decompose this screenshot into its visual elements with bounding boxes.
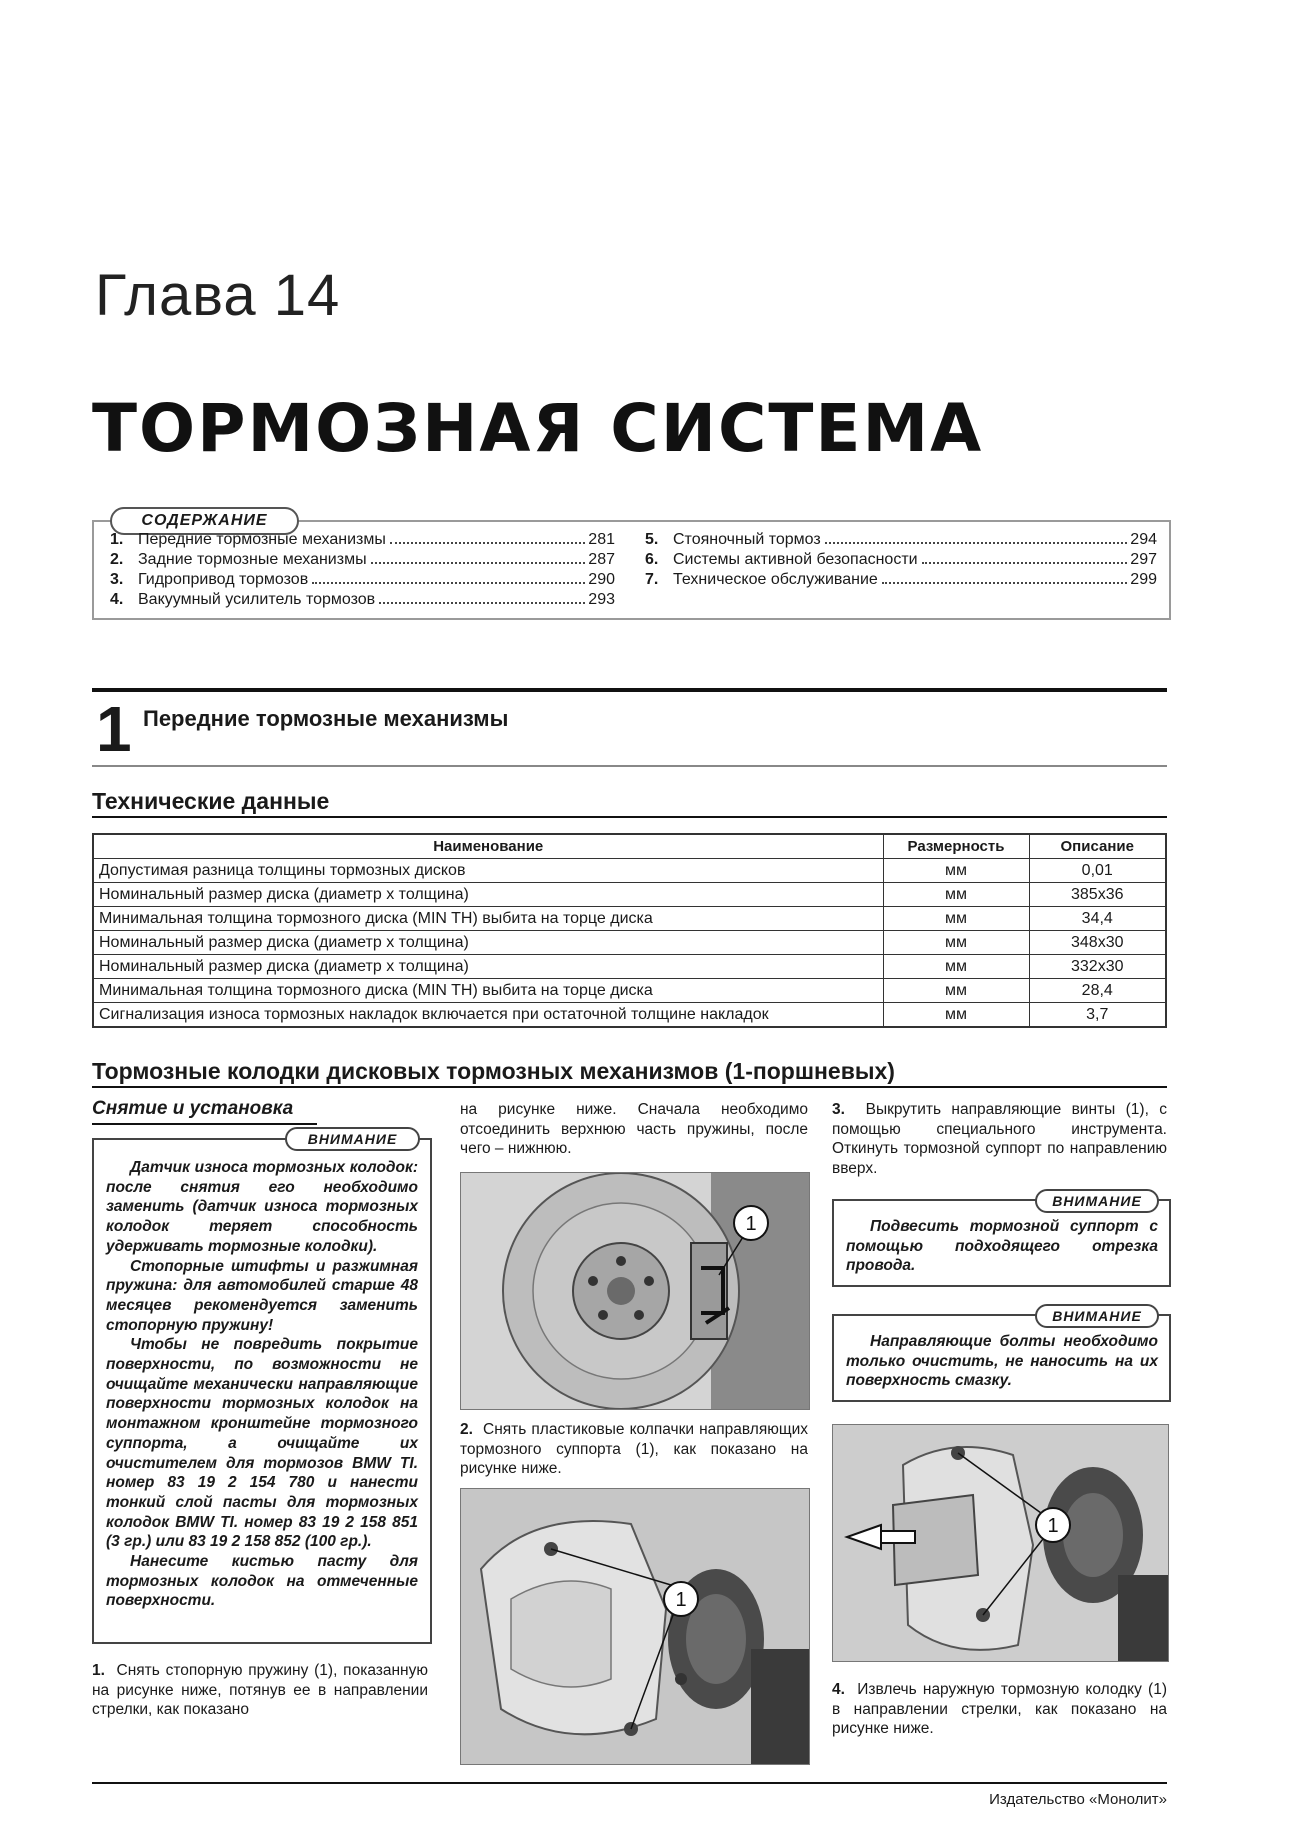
warning-paragraph: Датчик износа тормозных колодок: после снятия его необходимо заменить (датчик износа тормозных колодок теряет способность удерживать тормозные колодки).: [106, 1159, 418, 1255]
figure-caliper-caps: [460, 1488, 810, 1765]
table-row: [93, 955, 1166, 979]
page-title: ТОРМОЗНАЯ СИСТЕМА: [92, 390, 984, 467]
toc-leader: [922, 562, 1128, 564]
column-header: Описание: [1029, 834, 1166, 859]
table-row: [93, 931, 1166, 955]
section-rule-thin: [92, 765, 1167, 767]
step-text: Извлечь наружную тормозную колодку (1) в направлении стрелки, как показано на рисунке ниже.: [832, 1681, 1167, 1737]
warning-box: [92, 1138, 432, 1644]
callout-label: 1: [745, 1213, 757, 1235]
table-cell: 385х36: [1029, 883, 1166, 907]
step-3-text: [832, 1100, 1167, 1178]
toc-item[interactable]: [110, 590, 615, 610]
toc-item[interactable]: [645, 570, 1157, 590]
table-cell: 0,01: [1029, 859, 1166, 883]
table-cell: Номинальный размер диска (диаметр х толщина): [93, 883, 883, 907]
toc-item-text: Системы активной безопасности: [673, 551, 918, 568]
table-cell: Минимальная толщина тормозного диска (MIN TH) выбита на торце диска: [93, 979, 883, 1003]
toc-item-number: 1.: [110, 531, 124, 548]
toc-item[interactable]: [110, 550, 615, 570]
toc-label: СОДЕРЖАНИЕ: [110, 507, 299, 535]
table-header-row: [93, 834, 1166, 859]
table-cell: Номинальный размер диска (диаметр х толщина): [93, 955, 883, 979]
toc-leader: [825, 542, 1128, 544]
step-4-text: [832, 1680, 1167, 1739]
disc-brake-illustration: [461, 1173, 809, 1409]
toc-leader: [379, 602, 585, 604]
toc-item-number: 7.: [645, 571, 659, 588]
toc-item[interactable]: [645, 550, 1157, 570]
table-cell: 332х30: [1029, 955, 1166, 979]
table-cell: мм: [883, 907, 1029, 931]
warning-text: Подвесить тормозной суппорт с помощью подходящего отрезка провода.: [846, 1218, 1158, 1275]
step-1-continued: на рисунке ниже. Сначала необходимо отсоединить верхнюю часть пружины, после чего – нижнюю.: [460, 1101, 808, 1157]
removal-subheading: Снятие и установка: [92, 1098, 294, 1119]
step-number: 1.: [92, 1662, 105, 1679]
publisher-footer: Издательство «Монолит»: [989, 1791, 1167, 1808]
warning-paragraph: Нанесите кистью пасту для тормозных колодок на отмеченные поверхности.: [106, 1553, 418, 1610]
step-text: Снять стопорную пружину (1), показанную на рисунке ниже, потянув ее в направлении стрелки, как показано: [92, 1662, 428, 1718]
table-cell: 28,4: [1029, 979, 1166, 1003]
toc-item-text: Передние тормозные механизмы: [138, 531, 386, 548]
outer-pad-illustration: [833, 1425, 1168, 1661]
callout-label: 1: [1047, 1515, 1059, 1537]
section-rule: [92, 688, 1167, 692]
toc-leader: [882, 582, 1128, 584]
table-cell: мм: [883, 979, 1029, 1003]
table-row: [93, 979, 1166, 1003]
step-number: 4.: [832, 1681, 845, 1698]
toc-item-page: 290: [588, 571, 615, 588]
step-number: 2.: [460, 1421, 473, 1438]
table-cell: мм: [883, 931, 1029, 955]
tech-data-rule: [92, 816, 1167, 818]
step-text: Снять пластиковые колпачки направляющих тормозного суппорта (1), как показано на рисунке ниже.: [460, 1421, 808, 1477]
step-1-text: [92, 1661, 428, 1720]
warning-label: ВНИМАНИЕ: [1035, 1189, 1159, 1213]
toc-item[interactable]: [110, 530, 615, 550]
footer-rule: [92, 1782, 1167, 1784]
figure-outer-pad: [832, 1424, 1169, 1662]
table-cell: 348х30: [1029, 931, 1166, 955]
warning-text: [106, 1158, 418, 1611]
table-row: [93, 883, 1166, 907]
toc-item-page: 299: [1130, 571, 1157, 588]
warning-paragraph: Чтобы не повредить покрытие поверхности, по возможности не очищайте механически направляющие поверхности тормозных колодок на монтажном кронштейне тормозного суппорта, а очищайте их очистителем для тормозов BMW TI. номер 83 19 2 154 780 и нанести тонкий слой пасты для тормозных колодок BMW TI. номер 83 19 2 158 851 (3 гр.) или 83 19 2 158 852 (100 гр.).: [106, 1336, 418, 1551]
figure-disc-brake: [460, 1172, 810, 1410]
warning-paragraph: Стопорные штифты и разжимная пружина: для автомобилей старше 48 месяцев рекомендуется заменить стопорную пружину!: [106, 1257, 418, 1334]
toc-item[interactable]: [645, 530, 1157, 550]
toc-leader: [371, 562, 586, 564]
toc-item-page: 281: [588, 531, 615, 548]
table-cell: Сигнализация износа тормозных накладок включается при остаточной толщине накладок: [93, 1003, 883, 1028]
toc-item-number: 6.: [645, 551, 659, 568]
table-cell: Минимальная толщина тормозного диска (MIN TH) выбита на торце диска: [93, 907, 883, 931]
table-row: [93, 1003, 1166, 1028]
table-cell: 34,4: [1029, 907, 1166, 931]
toc-left-column: [110, 530, 615, 610]
toc-leader: [312, 582, 585, 584]
table-cell: мм: [883, 883, 1029, 907]
warning-text: Направляющие болты необходимо только очистить, не наносить на их поверхность смазку.: [846, 1333, 1158, 1390]
chapter-label: Глава 14: [95, 263, 341, 328]
table-cell: 3,7: [1029, 1003, 1166, 1028]
pads-rule: [92, 1086, 1167, 1088]
column-header: Наименование: [93, 834, 883, 859]
table-cell: мм: [883, 1003, 1029, 1028]
table-cell: Номинальный размер диска (диаметр х толщина): [93, 931, 883, 955]
toc-item[interactable]: [110, 570, 615, 590]
warning-label: ВНИМАНИЕ: [1035, 1304, 1159, 1328]
toc-item-number: 2.: [110, 551, 124, 568]
table-cell: мм: [883, 859, 1029, 883]
table-cell: мм: [883, 955, 1029, 979]
toc-item-text: Вакуумный усилитель тормозов: [138, 591, 376, 608]
toc-leader: [390, 542, 585, 544]
step-text: Выкрутить направляющие винты (1), с помощью специального инструмента. Откинуть тормозной суппорт по направлению вверх.: [832, 1101, 1167, 1177]
toc-item-text: Стояночный тормоз: [673, 531, 821, 548]
toc-item-text: Гидропривод тормозов: [138, 571, 309, 588]
toc-item-text: Задние тормозные механизмы: [138, 551, 367, 568]
subheading-rule: [92, 1123, 317, 1125]
step-number: 3.: [832, 1101, 845, 1118]
table-row: [93, 859, 1166, 883]
table-cell: Допустимая разница толщины тормозных дисков: [93, 859, 883, 883]
toc-item-text: Техническое обслуживание: [673, 571, 878, 588]
table-row: [93, 907, 1166, 931]
toc-item-page: 287: [588, 551, 615, 568]
section-number: 1: [96, 693, 132, 765]
tech-data-heading: Технические данные: [92, 788, 330, 814]
step-2-text: [460, 1420, 808, 1479]
warning-label: ВНИМАНИЕ: [285, 1127, 420, 1151]
tech-data-table: [92, 833, 1167, 1028]
section-title: Передние тормозные механизмы: [143, 706, 509, 731]
toc-item-page: 293: [588, 591, 615, 608]
toc-item-page: 297: [1130, 551, 1157, 568]
toc-right-column: [645, 530, 1157, 590]
caliper-caps-illustration: [461, 1489, 809, 1764]
column-header: Размерность: [883, 834, 1029, 859]
toc-item-page: 294: [1130, 531, 1157, 548]
callout-label: 1: [675, 1589, 687, 1611]
pads-heading: Тормозные колодки дисковых тормозных механизмов (1-поршневых): [92, 1058, 895, 1084]
toc-item-number: 4.: [110, 591, 124, 608]
toc-item-number: 3.: [110, 571, 124, 588]
toc-item-number: 5.: [645, 531, 659, 548]
